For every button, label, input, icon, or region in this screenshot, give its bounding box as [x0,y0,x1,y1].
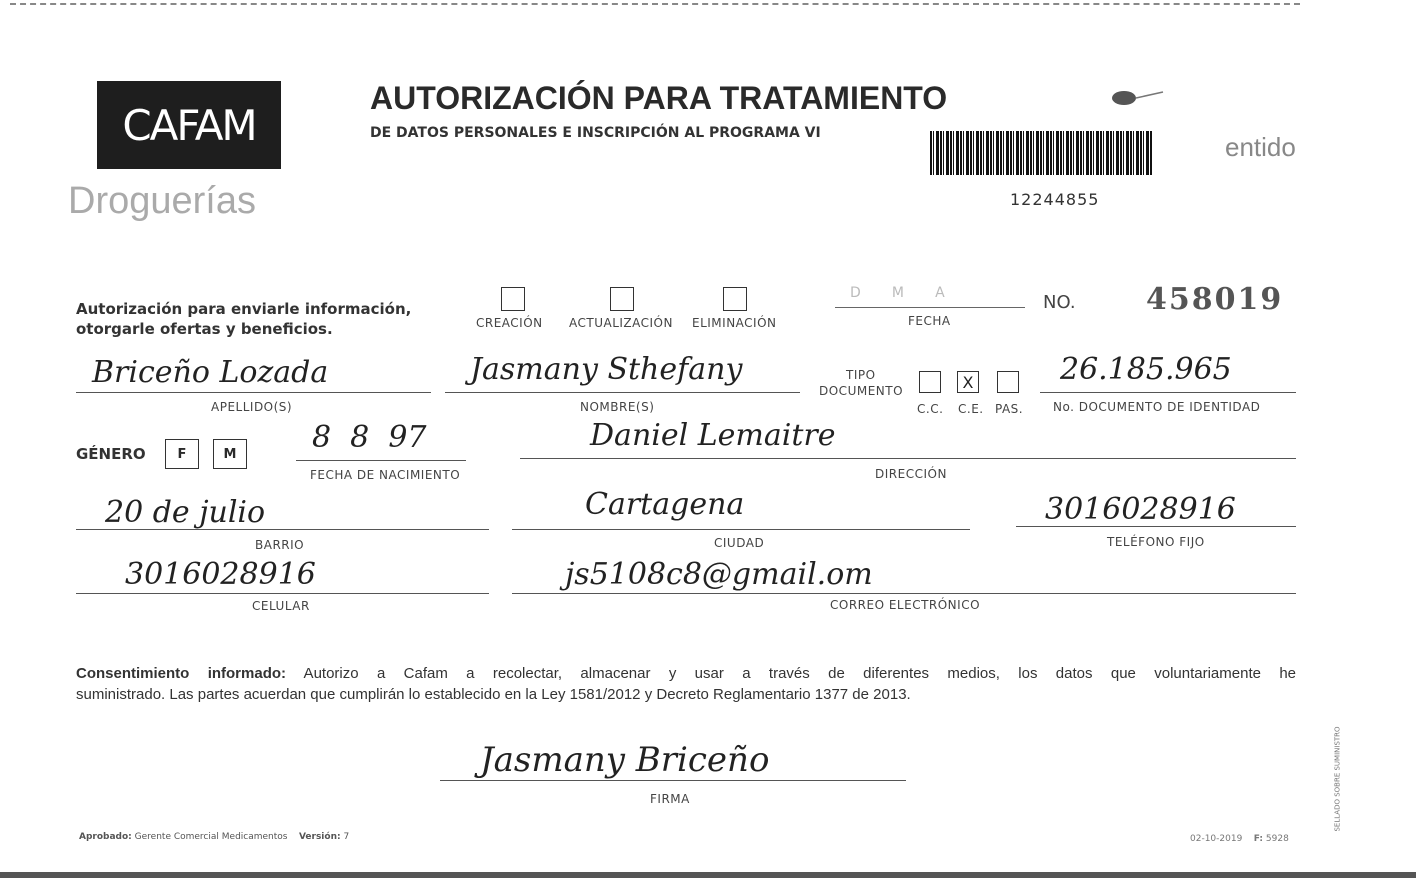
aprobado-value: Gerente Comercial Medicamentos [134,832,288,842]
barrio-label: BARRIO [255,538,305,552]
label-creacion: CREACIÓN [476,316,543,330]
footer-left [79,832,349,842]
ce-check-mark: X [962,372,974,392]
barcode-number: 12244855 [1010,190,1100,209]
intro-text-1: Autorización para enviarle información, [76,300,412,318]
correo-value[interactable]: js5108c8@gmail.om [565,557,873,592]
barrio-value[interactable]: 20 de julio [105,495,266,530]
no-label: NO. [1043,292,1076,313]
correo-label: CORREO ELECTRÓNICO [830,598,981,612]
f-value: 5928 [1265,834,1289,844]
documento-value[interactable]: 26.185.965 [1060,352,1232,387]
label-ce: C.E. [958,402,984,416]
tipo-label-1: TIPO [846,368,876,382]
checkbox-cc[interactable] [919,371,941,393]
telefono-label: TELÉFONO FIJO [1107,535,1205,549]
direccion-line [520,458,1296,459]
fecha-nacimiento-line [296,460,466,461]
nombres-line [445,392,800,393]
celular-line [76,593,489,594]
consent-line-2: suministrado. Las partes acuerdan que cumplirán lo establecido en la Ley 1581/2012 y Decreto Reglamentario 1377 de 2013. [76,686,911,703]
telefono-value[interactable]: 3016028916 [1045,492,1236,527]
apellidos-value[interactable]: Briceño Lozada [92,355,329,390]
date-line [835,307,1025,308]
fecha-nacimiento-value[interactable]: 8 8 97 [312,420,427,455]
barrio-line [76,529,489,530]
telefono-line [1016,526,1296,527]
ciudad-line [512,529,970,530]
celular-label: CELULAR [252,599,310,613]
document-title: AUTORIZACIÓN PARA TRATAMIENTO [370,80,948,116]
form-number: 458019 [1146,282,1284,317]
ciudad-label: CIUDAD [714,536,765,550]
signature-value[interactable]: Jasmany Briceño [480,740,770,780]
side-vertical-text: SELLADO SOBRE SUMINISTRO [1333,726,1342,832]
checkbox-pas[interactable] [997,371,1019,393]
barcode [930,131,1152,175]
consent-text [76,663,1296,705]
page-bottom-edge [0,872,1416,878]
documento-line [1040,392,1296,393]
logo-subtitle: Droguerías [68,180,256,222]
eye-icon [1108,88,1138,106]
correo-line [512,593,1296,594]
signature-line [440,780,906,781]
checkbox-eliminacion[interactable] [723,287,747,311]
nombres-label: NOMBRE(S) [580,400,655,414]
version-value: 7 [343,832,350,842]
genero-m-box[interactable]: M [213,439,247,469]
direccion-value[interactable]: Daniel Lemaitre [590,418,836,453]
signature-label: FIRMA [650,792,690,806]
cafam-logo [97,81,281,169]
clipped-heading: entido [1225,132,1296,162]
checkbox-creacion[interactable] [501,287,525,311]
footer-date-code: 02-10-2019 [1190,834,1243,844]
label-eliminacion: ELIMINACIÓN [692,316,777,330]
label-actualizacion: ACTUALIZACIÓN [569,316,673,330]
logo-text: CAFAM [122,100,256,150]
fecha-nacimiento-label: FECHA DE NACIMIENTO [310,468,461,482]
scan-artifact [10,3,1300,7]
intro-text-2: otorgarle ofertas y beneficios. [76,320,333,338]
f-label: F: [1253,834,1264,844]
nombres-value[interactable]: Jasmany Sthefany [470,352,743,387]
genero-f-box[interactable]: F [165,439,199,469]
consent-line-1-text: Autorizo a Cafam a recolectar, almacenar y usar a través de diferentes medios, los datos que voluntariamente he [286,665,1297,682]
direccion-label: DIRECCIÓN [875,467,947,481]
apellidos-line [76,392,431,393]
version-label: Versión: [298,832,341,842]
consent-heading: Consentimiento informado: [76,665,287,682]
celular-value[interactable]: 3016028916 [125,557,316,592]
tipo-label-2: DOCUMENTO [819,384,904,398]
ciudad-value[interactable]: Cartagena [585,487,745,522]
date-placeholder: D M A [850,285,945,301]
date-label: FECHA [908,314,951,328]
checkbox-actualizacion[interactable] [610,287,634,311]
aprobado-label: Aprobado: [79,832,132,842]
documento-label: No. DOCUMENTO DE IDENTIDAD [1053,400,1261,414]
genero-label: GÉNERO [76,445,146,463]
apellidos-label: APELLIDO(S) [211,400,293,414]
label-pas: PAS. [995,402,1024,416]
document-subtitle: DE DATOS PERSONALES E INSCRIPCIÓN AL PROGRAMA VI [370,125,821,141]
footer-right [1190,834,1289,844]
consent-line-1 [76,663,1296,684]
checkbox-ce[interactable] [957,371,979,393]
label-cc: C.C. [917,402,944,416]
